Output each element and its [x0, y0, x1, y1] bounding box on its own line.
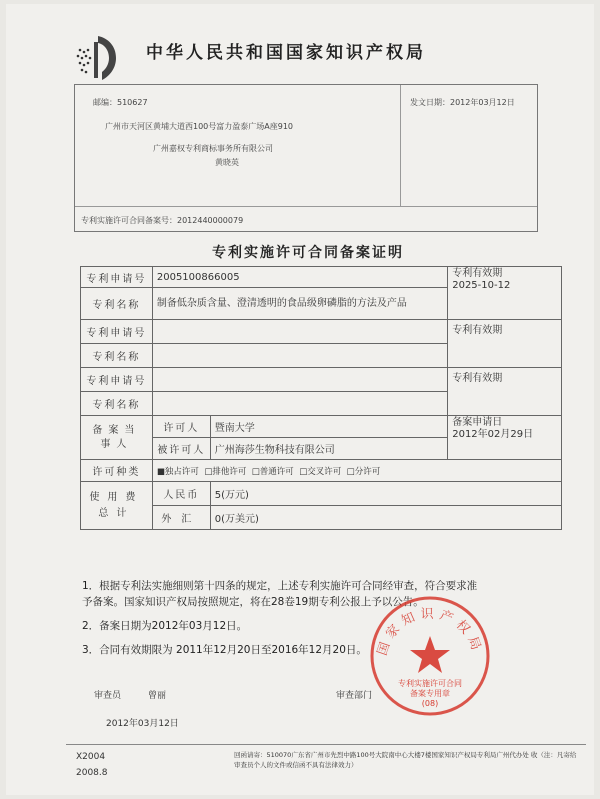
- certificate-title: 专利实施许可合同备案证明: [212, 245, 404, 261]
- label-license-type: 许可种类: [81, 460, 153, 482]
- dept-label: 审查部门: [336, 691, 373, 701]
- seal-line-2: 备案专用章: [410, 689, 450, 698]
- apply-date-cell: [448, 416, 562, 460]
- label-patent-name: 专利名称: [81, 288, 153, 320]
- note-1a: 1．根据专利法实施细则第十四条的规定，上述专利实施许可合同经审查，符合要求准: [82, 580, 478, 592]
- note-2: 2．备案日期为2012年03月12日。: [82, 620, 248, 632]
- sipo-logo-icon: [72, 32, 124, 84]
- postcode: 邮编：510627: [93, 98, 148, 107]
- validity-cell: [448, 267, 562, 320]
- seal-line-1: 专利实施许可合同: [398, 679, 462, 688]
- note-1b: 予备案。国家知识产权局按照规定，将在28卷19期专利公报上予以公告。: [82, 596, 424, 608]
- label-fee-total: 使用费总计: [81, 482, 153, 530]
- issue-date: 发文日期：2012年03月12日: [410, 98, 515, 107]
- label-rmb: 人民币: [152, 482, 210, 506]
- rmb-value: 5(万元): [210, 482, 561, 506]
- label-patent-no-3: 专利申请号: [81, 368, 153, 392]
- signoff-date: 2012年03月12日: [106, 719, 179, 729]
- address-box: [74, 84, 538, 232]
- label-licensor: 许可人: [152, 416, 210, 438]
- validity-label-3: 专利有效期: [448, 368, 562, 416]
- label-patent-no: 专利申请号: [81, 267, 153, 288]
- fx-value: 0(万美元): [210, 506, 561, 530]
- label-patent-no-2: 专利申请号: [81, 320, 153, 344]
- license-option-general: □普通许可: [251, 466, 294, 477]
- return-address: 回函请寄：510070广东省广州市先烈中路100号大院南中心大楼7楼国家知识产权局专利局广州代办处 收（注：凡寄给审查员个人的文件或信函不具有法律效力）: [234, 751, 577, 769]
- validity-value: 2025-10-12: [452, 280, 511, 291]
- patent-number: 2005100866005: [152, 267, 447, 288]
- certificate-table: [80, 266, 562, 530]
- licensee-name: 广州海莎生物科技有限公司: [210, 438, 447, 460]
- label-parties: 备案当事人: [81, 416, 153, 460]
- license-option-exclusive: ■独占许可: [156, 466, 199, 477]
- record-number: 专利实施许可合同备案号：2012440000079: [81, 216, 244, 225]
- form-date: 2008.8: [76, 768, 108, 778]
- agency-name: 广州嘉权专利商标事务所有限公司: [153, 144, 273, 153]
- licensor-name: 暨南大学: [210, 416, 447, 438]
- reviewer-name: 曾丽: [148, 691, 167, 701]
- reviewer-label: 审查员: [94, 691, 122, 701]
- license-option-cross: □交叉许可: [299, 466, 342, 477]
- document-page: [6, 4, 594, 795]
- license-type-options: [152, 460, 561, 482]
- notes: [82, 578, 572, 666]
- issue-date-panel: [400, 85, 537, 207]
- license-option-sole: □排他许可: [204, 466, 247, 477]
- patent-name-3-empty: [152, 392, 447, 416]
- label-fx: 外汇: [152, 506, 210, 530]
- apply-date: 2012年02月29日: [452, 429, 534, 440]
- address-panel: [75, 85, 401, 207]
- label-licensee: 被许可人: [152, 438, 210, 460]
- recipient-name: 黄晓英: [215, 158, 239, 167]
- validity-label-2: 专利有效期: [448, 320, 562, 368]
- label-patent-name-3: 专利名称: [81, 392, 153, 416]
- patent-number-2-empty: [152, 320, 447, 344]
- seal-arc-text: 国家知识产权局: [375, 606, 485, 658]
- apply-date-label: 备案申请日: [452, 417, 503, 428]
- footer-divider: [66, 744, 586, 745]
- mailing-address: 广州市天河区黄埔大道西100号富力盈泰广场A座910: [105, 122, 294, 131]
- note-3: 3．合同有效期限为 2011年12月20日至2016年12月20日。: [82, 644, 367, 656]
- patent-name-2-empty: [152, 344, 447, 368]
- patent-name: 制备低杂质含量、澄清透明的食品级卵磷脂的方法及产品: [152, 288, 447, 320]
- org-title: 中华人民共和国国家知识产权局: [146, 43, 426, 63]
- license-option-sub: □分许可: [346, 466, 381, 477]
- patent-number-3-empty: [152, 368, 447, 392]
- form-number: X2004: [76, 752, 106, 762]
- validity-label: 专利有效期: [452, 268, 503, 279]
- label-patent-name-2: 专利名称: [81, 344, 153, 368]
- official-seal-icon: [366, 592, 494, 720]
- seal-line-3: (08): [421, 699, 439, 708]
